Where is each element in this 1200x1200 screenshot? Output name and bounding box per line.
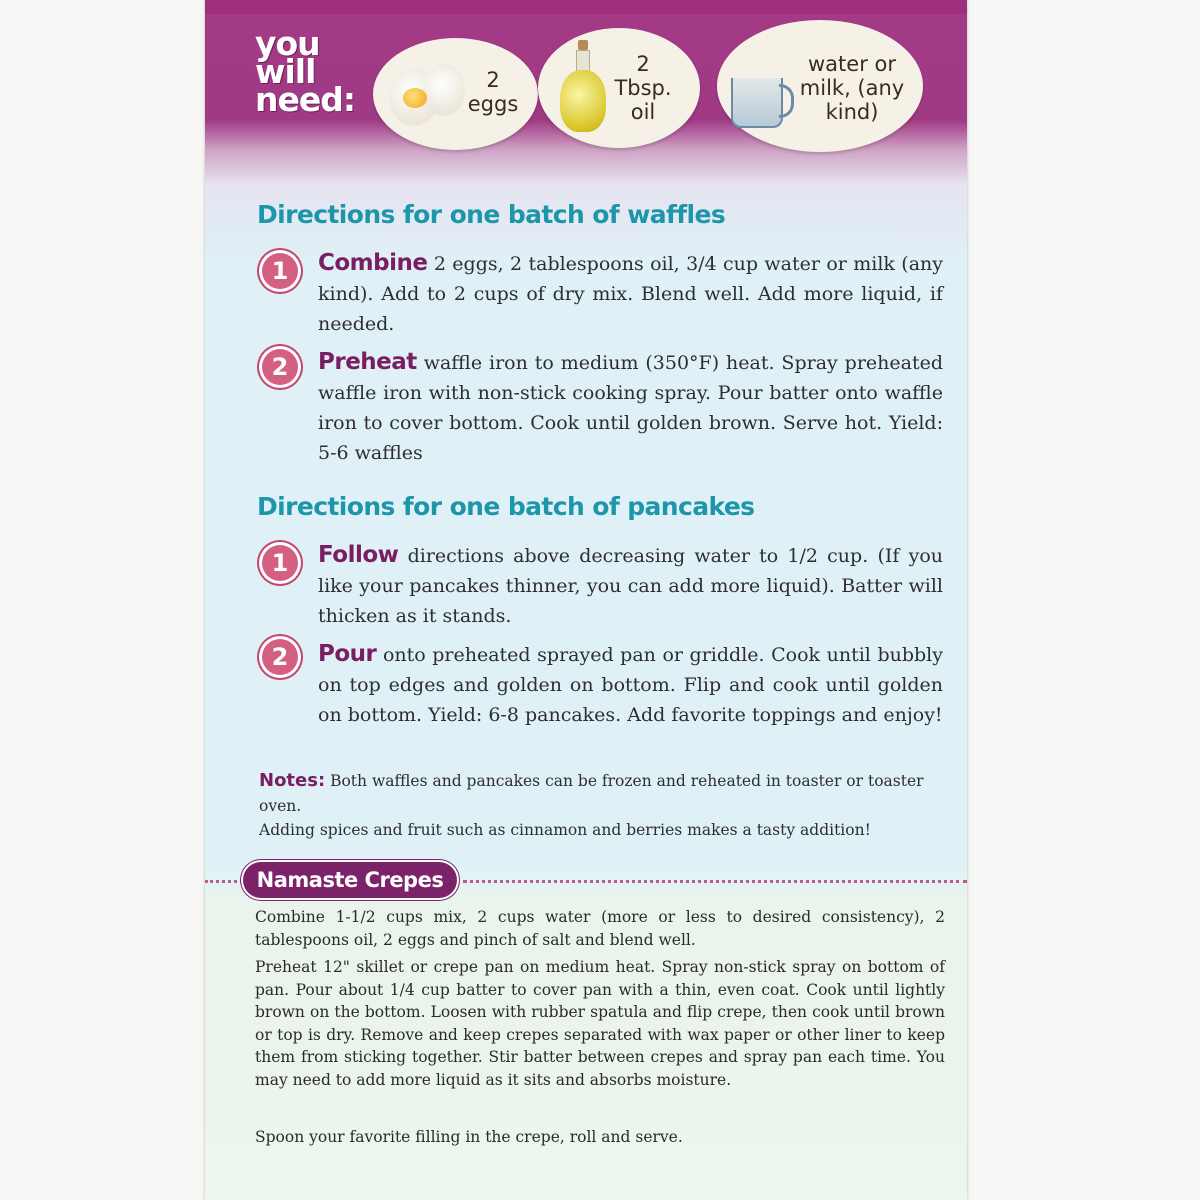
- step-keyword: Follow: [318, 542, 399, 568]
- oil-label: 2 Tbsp. oil: [614, 52, 672, 124]
- pancakes-heading: Directions for one batch of pancakes: [257, 492, 755, 521]
- crepes-paragraph-3: Spoon your favorite filling in the crepe, roll and serve.: [255, 1128, 683, 1146]
- pancakes-step-2: [318, 639, 943, 730]
- crepes-paragraph-1: Combine 1-1/2 cups mix, 2 cups water (more or less to desired consistency), 2 tablespoons oil, 2 eggs and pinch of salt and blend well.: [255, 908, 945, 949]
- pancakes-step-1-badge: 1: [257, 540, 303, 586]
- top-band: [205, 0, 967, 14]
- liquid-label: water or milk, (any kind): [799, 52, 905, 124]
- waffles-heading: Directions for one batch of waffles: [257, 200, 726, 229]
- crepes-paragraph-2: Preheat 12" skillet or crepe pan on medium heat. Spray non-stick spray on bottom of pan. Pour about 1/4 cup batter to cover pan with a thin, even coat. Cook until lightly brown on the bottom. Loosen with rubber spatula and flip crepe, then cook until brown or top is dry. Remove and keep crepes separated with wax paper or other liner to keep them from sticking together. Stir batter between crepes and spray pan each time. You may need to add more liquid as it sits and absorbs moisture.: [255, 958, 945, 1089]
- notes-line-2: Adding spices and fruit such as cinnamon and berries makes a tasty addition!: [259, 821, 871, 839]
- step-text: waffle iron to medium (350°F) heat. Spray preheated waffle iron with non-stick cooking spray. Pour batter onto waffle iron to cover bottom. Cook until golden brown. Serve hot. Yield: 5-6 waffles: [318, 352, 943, 464]
- eggs-label: 2 eggs: [467, 68, 519, 116]
- liquid-bubble: [717, 20, 923, 152]
- eggs-bubble: [373, 38, 538, 150]
- step-text: 2 eggs, 2 tablespoons oil, 3/4 cup water or milk (any kind). Add to 2 cups of dry mix. Blend well. Add more liquid, if needed.: [318, 253, 943, 335]
- notes-label: Notes:: [259, 770, 326, 791]
- waffles-step-1-badge: 1: [257, 248, 303, 294]
- step-keyword: Preheat: [318, 349, 417, 375]
- crepes-title: Namaste Crepes: [243, 862, 457, 898]
- pancakes-step-2-badge: 2: [257, 634, 303, 680]
- step-keyword: Combine: [318, 250, 428, 276]
- divider-right: [463, 880, 967, 883]
- waffles-step-1: [318, 248, 943, 339]
- you-will-need-label: you will need:: [255, 24, 356, 119]
- step-text: directions above decreasing water to 1/2 cup. (If you like your pancakes thinner, you can add more liquid). Batter will thicken as it stands.: [318, 545, 943, 627]
- pancakes-step-1: [318, 540, 943, 631]
- waffles-step-2-badge: 2: [257, 344, 303, 390]
- divider-left: [205, 880, 243, 883]
- step-text: onto preheated sprayed pan or griddle. Cook until bubbly on top edges and golden on bottom. Flip and cook until golden on bottom. Yield: 6-8 pancakes. Add favorite toppings and enjoy!: [318, 644, 943, 726]
- oil-bubble: [538, 28, 700, 148]
- waffles-step-2: [318, 347, 943, 468]
- notes-line-1: Notes: Both waffles and pancakes can be frozen and reheated in toaster or toaster oven.: [259, 770, 924, 815]
- step-keyword: Pour: [318, 641, 377, 667]
- package-back-panel: [205, 0, 967, 1200]
